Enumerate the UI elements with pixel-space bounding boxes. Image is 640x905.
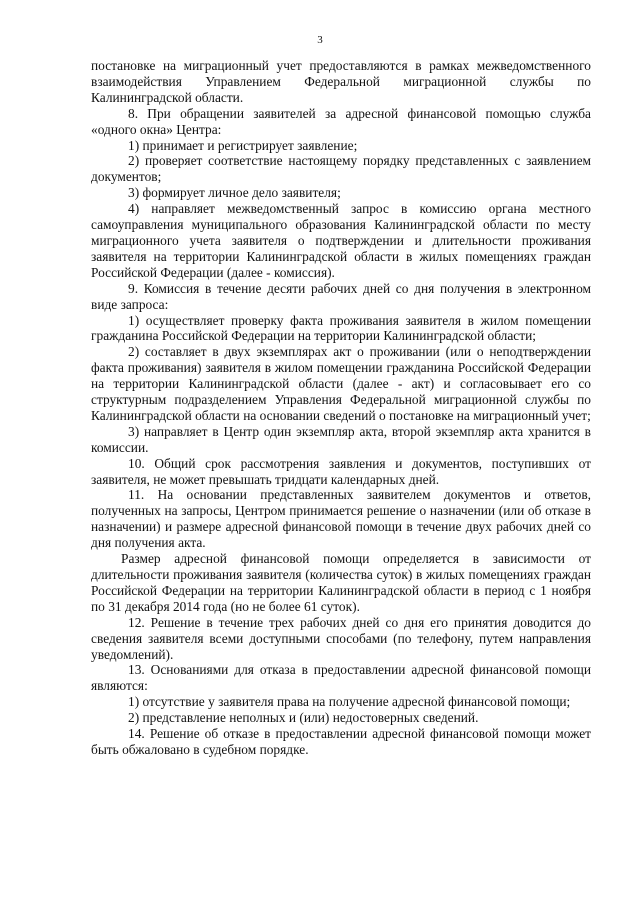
paragraph-item-12: 12. Решение в течение трех рабочих дней со дня его принятия доводится до сведения заявителя всеми доступными способами (по телефону, путем направления уведомлений). xyxy=(91,614,591,662)
paragraph-item-13-1: 1) отсутствие у заявителя права на получение адресной финансовой помощи; xyxy=(128,694,571,710)
paragraph-item-8-3: 3) формирует личное дело заявителя; xyxy=(128,185,341,201)
paragraph-item-8-4: 4) направляет межведомственный запрос в комиссию органа местного самоуправления муниципального образования Калининградской области по месту миграционного учета заявителя о подтверждении и длительности проживания заявителя на территории Калининградской области в жилых помещениях граждан Российской Федерации (далее - комиссия). xyxy=(91,201,591,280)
paragraph-item-9-2: 2) составляет в двух экземплярах акт о проживании (или о неподтверждении факта проживания) заявителя в жилом помещении гражданина Российской Федерации на территории Калининградской области (далее - акт) и согласовывает его со структурным подразделением Управления Федеральной миграционной службы по Калининградской области на основании сведений о постановке на миграционный учет; xyxy=(91,344,591,423)
paragraph-item-9-1: 1) осуществляет проверку факта проживания заявителя в жилом помещении гражданина Российской Федерации на территории Калининградской области; xyxy=(91,312,591,344)
paragraph-item-9-3: 3) направляет в Центр один экземпляр акта, второй экземпляр акта хранится в комиссии. xyxy=(91,423,591,455)
paragraph-item-8-2: 2) проверяет соответствие настоящему порядку представленных с заявлением документов; xyxy=(91,153,591,185)
paragraph-item-8: 8. При обращении заявителей за адресной финансовой помощью служба «одного окна» Центра: xyxy=(91,105,591,137)
paragraph-item-10: 10. Общий срок рассмотрения заявления и документов, поступивших от заявителя, не может превышать тридцати календарных дней. xyxy=(91,455,591,487)
paragraph-assistance-amount: Размер адресной финансовой помощи определяется в зависимости от длительности проживания заявителя (количества суток) в жилых помещениях граждан Российской Федерации на территории Калининградской области в период с 1 ноября по 31 декабря 2014 года (но не более 61 суток). xyxy=(91,551,591,614)
paragraph-item-8-1: 1) принимает и регистрирует заявление; xyxy=(128,137,358,153)
paragraph-item-9: 9. Комиссия в течение десяти рабочих дней со дня получения в электронном виде запроса: xyxy=(91,280,591,312)
document-body xyxy=(91,58,591,758)
paragraph-item-14: 14. Решение об отказе в предоставлении адресной финансовой помощи может быть обжаловано в судебном порядке. xyxy=(91,726,591,757)
paragraph-item-11: 11. На основании представленных заявителем документов и ответов, полученных на запросы, Центром принимается решение о назначении (или об отказе в назначении) и размере адресной финансовой помощи в течение двух рабочих дней со дня получения акта. xyxy=(91,487,591,551)
page-number: 3 xyxy=(317,34,323,46)
paragraph-item-13-2: 2) представление неполных и (или) недостоверных сведений. xyxy=(128,710,479,726)
paragraph-continuation: постановке на миграционный учет предоставляются в рамках межведомственного взаимодействия Управлением Федеральной миграционной службы по Калининградской области. xyxy=(91,58,591,105)
paragraph-item-13: 13. Основаниями для отказа в предоставлении адресной финансовой помощи являются: xyxy=(91,662,591,694)
